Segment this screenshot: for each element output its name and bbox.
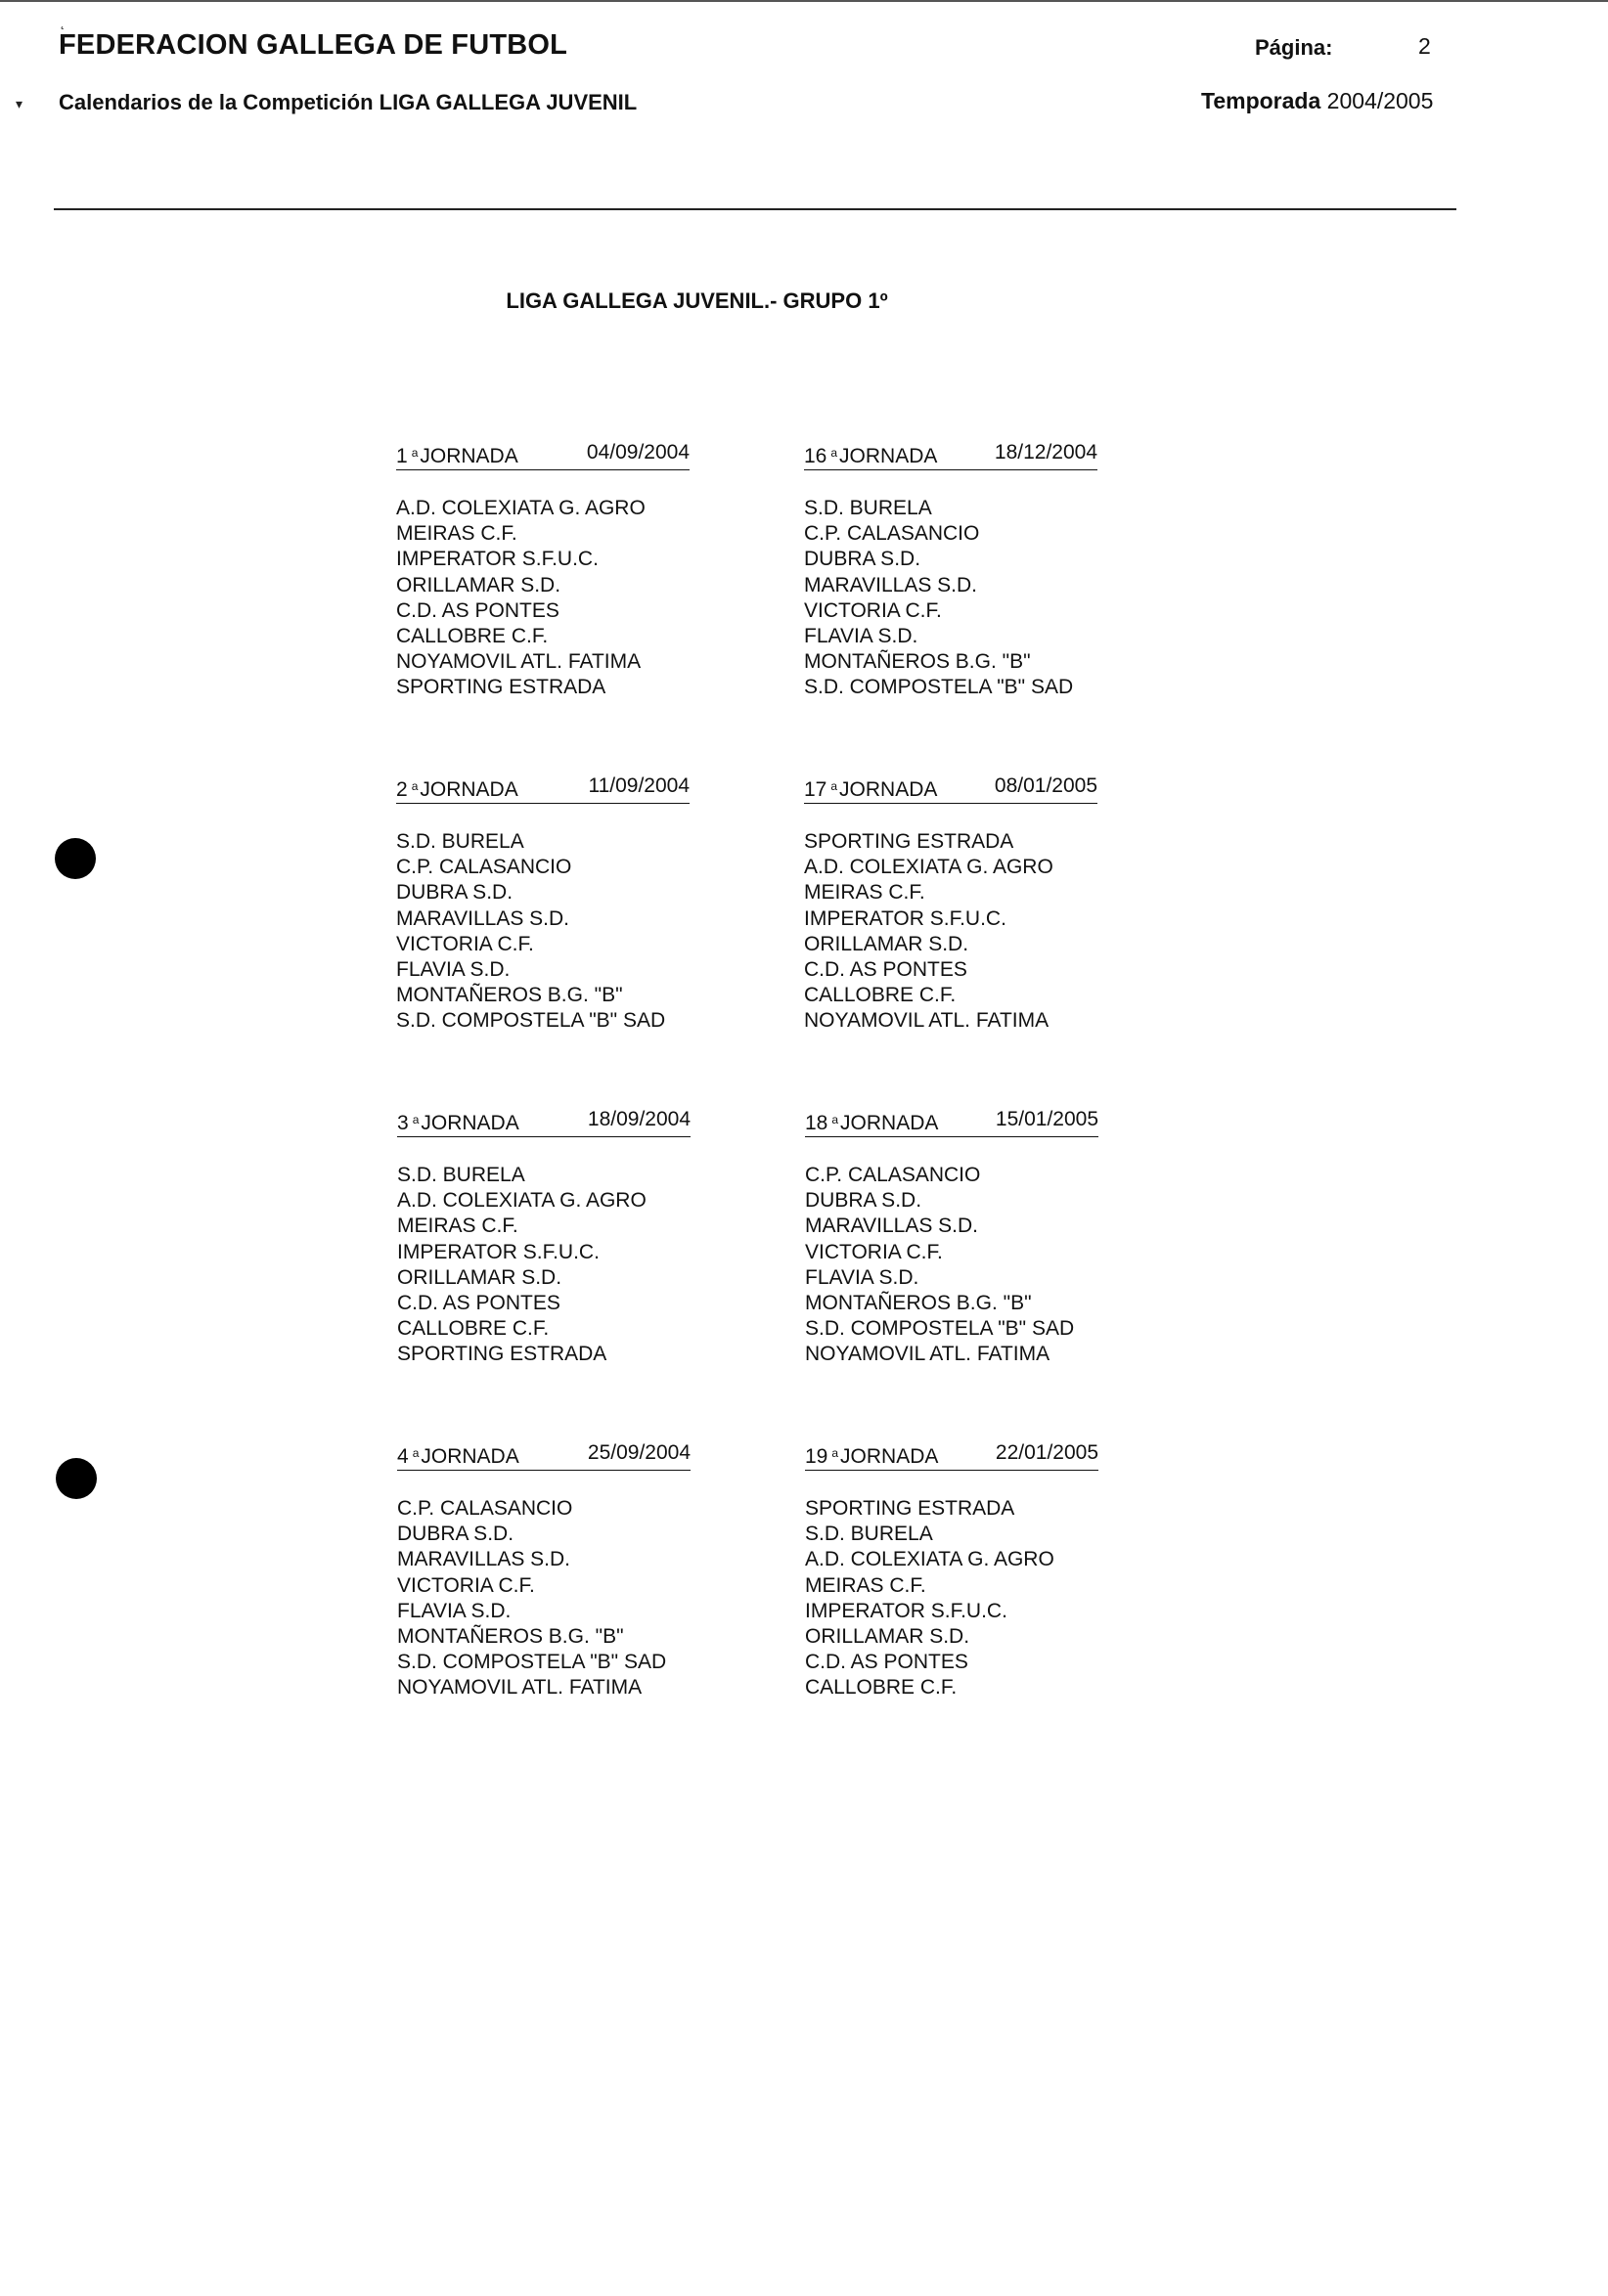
team-name: FLAVIA S.D. <box>397 1599 512 1622</box>
team-name: CALLOBRE C.F. <box>804 984 957 1007</box>
team-list <box>396 496 690 701</box>
round-number: 3 <box>397 1112 409 1134</box>
team-list <box>397 1496 691 1701</box>
round-number: 18 <box>805 1112 828 1134</box>
round-label: JORNADA <box>421 1445 519 1468</box>
team-name: C.D. AS PONTES <box>397 1292 560 1315</box>
round-label: JORNADA <box>839 445 938 467</box>
round-block <box>805 1441 1098 1701</box>
team-name: NOYAMOVIL ATL. FATIMA <box>396 650 642 674</box>
competition-subtitle: Calendarios de la Competición LIGA GALLEGA JUVENIL <box>59 90 638 114</box>
team-name: A.D. COLEXIATA G. AGRO <box>396 497 646 519</box>
team-name: FLAVIA S.D. <box>805 1265 919 1289</box>
round-heading <box>804 441 1097 470</box>
round-name <box>804 441 937 468</box>
team-name: SPORTING ESTRADA <box>397 1343 607 1366</box>
page-label: Página: <box>1255 35 1333 60</box>
team-name: FLAVIA S.D. <box>396 958 511 982</box>
round-label: JORNADA <box>421 1112 519 1134</box>
team-name: A.D. COLEXIATA G. AGRO <box>805 1548 1054 1571</box>
punch-hole <box>55 838 96 879</box>
group-title: LIGA GALLEGA JUVENIL.- GRUPO 1º <box>506 288 888 313</box>
team-name: MONTAÑEROS B.G. "B" <box>804 650 1031 674</box>
team-name: MARAVILLAS S.D. <box>397 1548 571 1571</box>
team-name: C.P. CALASANCIO <box>805 1164 981 1186</box>
team-name: A.D. COLEXIATA G. AGRO <box>804 856 1053 879</box>
ordinal-mark: a <box>411 779 419 793</box>
ordinal-mark: a <box>831 1113 839 1126</box>
team-name: VICTORIA C.F. <box>805 1240 943 1263</box>
team-name: S.D. BURELA <box>397 1164 525 1186</box>
team-name: DUBRA S.D. <box>396 881 514 905</box>
team-name: CALLOBRE C.F. <box>396 625 549 648</box>
team-list <box>396 829 690 1035</box>
team-name: MEIRAS C.F. <box>397 1214 518 1238</box>
round-block <box>804 441 1097 701</box>
round-heading <box>397 1108 691 1137</box>
team-list <box>804 829 1097 1035</box>
round-number: 1 <box>396 445 408 467</box>
team-name: IMPERATOR S.F.U.C. <box>805 1599 1007 1622</box>
team-name: VICTORIA C.F. <box>396 932 534 955</box>
round-number: 4 <box>397 1445 409 1468</box>
team-name: VICTORIA C.F. <box>804 598 942 622</box>
round-date: 15/01/2005 <box>995 1108 1098 1130</box>
team-name: C.D. AS PONTES <box>804 958 967 982</box>
top-edge-line <box>0 0 1608 2</box>
team-name: SPORTING ESTRADA <box>804 830 1014 853</box>
round-name <box>805 1441 938 1469</box>
scan-mark: ▾ <box>16 96 23 111</box>
ordinal-mark: a <box>831 1446 839 1460</box>
round-name <box>396 441 518 468</box>
team-name: SPORTING ESTRADA <box>396 676 606 699</box>
team-name: DUBRA S.D. <box>804 548 921 571</box>
team-name: SPORTING ESTRADA <box>805 1497 1015 1520</box>
team-name: S.D. COMPOSTELA "B" SAD <box>397 1651 667 1674</box>
team-name: DUBRA S.D. <box>805 1189 922 1213</box>
team-name: MEIRAS C.F. <box>805 1573 926 1597</box>
team-name: NOYAMOVIL ATL. FATIMA <box>805 1343 1050 1366</box>
team-name: IMPERATOR S.F.U.C. <box>804 906 1006 930</box>
ordinal-mark: a <box>830 779 838 793</box>
team-name: DUBRA S.D. <box>397 1523 514 1546</box>
round-heading <box>805 1108 1098 1137</box>
season-label: Temporada <box>1201 88 1321 113</box>
round-heading <box>804 774 1097 804</box>
team-list <box>805 1163 1098 1368</box>
team-name: C.P. CALASANCIO <box>396 856 572 879</box>
scan-mark: ˛ <box>61 14 66 29</box>
team-name: S.D. BURELA <box>805 1523 933 1546</box>
round-label: JORNADA <box>420 445 518 467</box>
round-date: 25/09/2004 <box>587 1441 691 1464</box>
ordinal-mark: a <box>411 446 419 460</box>
round-name <box>397 1441 519 1469</box>
team-name: C.D. AS PONTES <box>805 1651 968 1674</box>
round-number: 16 <box>804 445 827 467</box>
team-name: C.D. AS PONTES <box>396 598 559 622</box>
ordinal-mark: a <box>830 446 838 460</box>
round-heading <box>396 441 690 470</box>
team-name: VICTORIA C.F. <box>397 1573 535 1597</box>
team-name: ORILLAMAR S.D. <box>396 573 561 596</box>
round-number: 2 <box>396 778 408 801</box>
team-name: ORILLAMAR S.D. <box>804 932 969 955</box>
round-number: 17 <box>804 778 827 801</box>
team-name: NOYAMOVIL ATL. FATIMA <box>804 1009 1050 1033</box>
season-value: 2004/2005 <box>1326 88 1434 113</box>
team-list <box>397 1163 691 1368</box>
round-block <box>397 1108 691 1368</box>
round-label: JORNADA <box>840 1445 939 1468</box>
team-name: CALLOBRE C.F. <box>397 1317 550 1341</box>
team-name: MONTAÑEROS B.G. "B" <box>805 1292 1032 1315</box>
round-label: JORNADA <box>420 778 518 801</box>
team-name: S.D. COMPOSTELA "B" SAD <box>805 1317 1075 1341</box>
season <box>1201 88 1433 114</box>
round-date: 22/01/2005 <box>995 1441 1098 1464</box>
team-name: MARAVILLAS S.D. <box>805 1214 979 1238</box>
team-name: ORILLAMAR S.D. <box>397 1265 562 1289</box>
round-heading <box>396 774 690 804</box>
team-name: MONTAÑEROS B.G. "B" <box>396 984 623 1007</box>
team-name: MARAVILLAS S.D. <box>396 906 570 930</box>
team-name: MARAVILLAS S.D. <box>804 573 978 596</box>
round-date: 11/09/2004 <box>588 774 690 797</box>
round-name <box>397 1108 519 1135</box>
round-block <box>396 774 690 1035</box>
team-name: MEIRAS C.F. <box>804 881 925 905</box>
page-number: 2 <box>1418 33 1431 59</box>
team-name: S.D. COMPOSTELA "B" SAD <box>396 1009 666 1033</box>
team-name: IMPERATOR S.F.U.C. <box>396 548 599 571</box>
team-name: NOYAMOVIL ATL. FATIMA <box>397 1676 643 1700</box>
round-label: JORNADA <box>839 778 938 801</box>
round-name <box>804 774 937 802</box>
team-name: S.D. BURELA <box>396 830 524 853</box>
team-list <box>805 1496 1098 1701</box>
round-date: 18/09/2004 <box>587 1108 691 1130</box>
team-name: A.D. COLEXIATA G. AGRO <box>397 1189 647 1213</box>
round-date: 08/01/2005 <box>994 774 1097 797</box>
round-block <box>396 441 690 701</box>
team-name: MONTAÑEROS B.G. "B" <box>397 1625 624 1649</box>
header-divider <box>54 208 1456 210</box>
team-name: S.D. BURELA <box>804 497 932 519</box>
punch-hole <box>56 1458 97 1499</box>
round-date: 04/09/2004 <box>586 441 690 464</box>
team-name: S.D. COMPOSTELA "B" SAD <box>804 676 1074 699</box>
team-list <box>804 496 1097 701</box>
round-heading <box>397 1441 691 1471</box>
team-name: FLAVIA S.D. <box>804 625 918 648</box>
round-heading <box>805 1441 1098 1471</box>
round-name <box>805 1108 938 1135</box>
round-date: 18/12/2004 <box>994 441 1097 464</box>
round-block <box>805 1108 1098 1368</box>
team-name: C.P. CALASANCIO <box>804 522 980 546</box>
round-name <box>396 774 518 802</box>
team-name: MEIRAS C.F. <box>396 522 517 546</box>
team-name: IMPERATOR S.F.U.C. <box>397 1240 600 1263</box>
ordinal-mark: a <box>412 1113 420 1126</box>
ordinal-mark: a <box>412 1446 420 1460</box>
federation-title: FEDERACION GALLEGA DE FUTBOL <box>59 29 568 61</box>
round-label: JORNADA <box>840 1112 939 1134</box>
team-name: C.P. CALASANCIO <box>397 1497 573 1520</box>
team-name: ORILLAMAR S.D. <box>805 1625 970 1649</box>
round-block <box>397 1441 691 1701</box>
round-block <box>804 774 1097 1035</box>
round-number: 19 <box>805 1445 828 1468</box>
team-name: CALLOBRE C.F. <box>805 1676 958 1700</box>
